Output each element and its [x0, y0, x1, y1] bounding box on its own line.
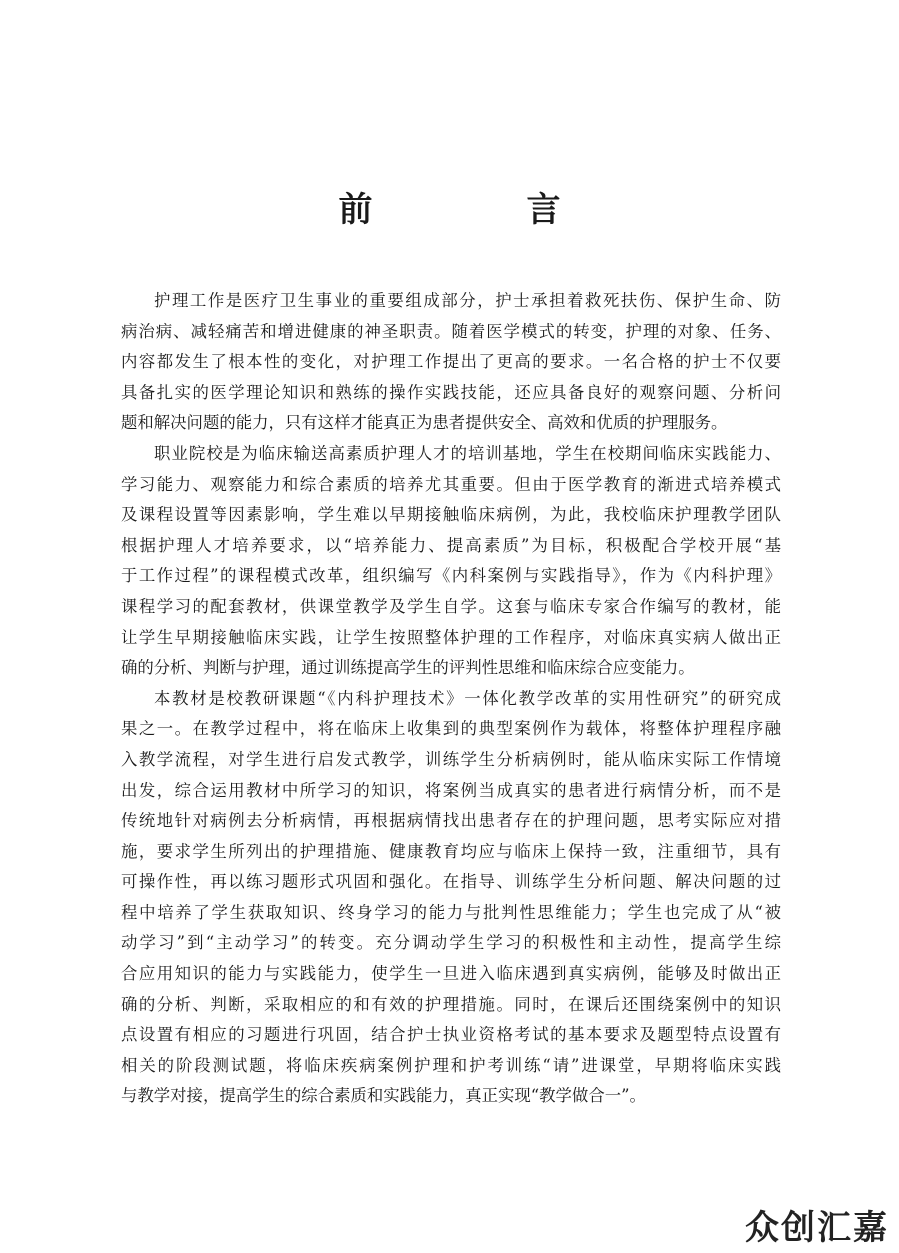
text-line: 确的分析、判断与护理，通过训练提高学生的评判性思维和临床综合应变能力。 [121, 658, 695, 678]
paragraph-3 [121, 684, 781, 1112]
text-line: 根据护理人才培养要求，以“培养能力、提高素质”为目标，积极配合学校开展“基 [121, 535, 781, 555]
text-line: 护理工作是医疗卫生事业的重要组成部分，护士承担着救死扶伤、保护生命、防 [154, 291, 781, 310]
text-line: 出发，综合运用教材中所学习的知识，将案例当成真实的患者进行病情分析，而不是 [121, 780, 781, 800]
text-line: 及课程设置等因素影响，学生难以早期接触临床病例，为此，我校临床护理教学团队 [121, 505, 781, 525]
text-line: 让学生早期接触临床实践，让学生按照整体护理的工作程序，对临床真实病人做出正 [121, 627, 781, 647]
text-line: 点设置有相应的习题进行巩固，结合护士执业资格考试的基本要求及题型特点设置有 [121, 1025, 781, 1045]
text-line: 程中培养了学生获取知识、终身学习的能力与批判性思维能力；学生也完成了从“被 [121, 902, 781, 922]
text-line: 合应用知识的能力与实践能力，使学生一旦进入临床遇到真实病例，能够及时做出正 [121, 964, 781, 984]
text-line: 果之一。在教学过程中，将在临床上收集到的典型案例作为载体，将整体护理程序融 [121, 719, 781, 739]
text-line: 动学习”到“主动学习”的转变。充分调动学生学习的积极性和主动性，提高学生综 [121, 933, 781, 953]
text-line: 内容都发生了根本性的变化，对护理工作提出了更高的要求。一名合格的护士不仅要 [121, 352, 781, 372]
text-line: 具备扎实的医学理论知识和熟练的操作实践技能，还应具备良好的观察问题、分析问 [121, 382, 781, 402]
text-line: 传统地针对病例去分析病情，再根据病情找出患者存在的护理问题，思考实际应对措 [121, 811, 781, 831]
text-line: 学习能力、观察能力和综合素质的培养尤其重要。但由于医学教育的渐进式培养模式 [121, 474, 781, 494]
text-line: 确的分析、判断，采取相应的和有效的护理措施。同时，在课后还围绕案例中的知识 [121, 994, 781, 1014]
text-line: 课程学习的配套教材，供课堂教学及学生自学。这套与临床专家合作编写的教材，能 [121, 596, 781, 616]
text-line: 职业院校是为临床输送高素质护理人才的培训基地，学生在校期间临床实践能力、 [154, 443, 781, 463]
page-title: 前 言 [338, 190, 621, 230]
text-line: 于工作过程”的课程模式改革，组织编写《内科案例与实践指导》，作为《内科护理》 [121, 566, 781, 586]
paragraph-2 [121, 439, 781, 684]
text-line: 题和解决问题的能力，只有这样才能真正为患者提供安全、高效和优质的护理服务。 [121, 413, 728, 433]
text-line: 可操作性，再以练习题形式巩固和强化。在指导、训练学生分析问题、解决问题的过 [121, 872, 781, 892]
text-line: 本教材是校教研课题“《内科护理技术》一体化教学改革的实用性研究”的研究成 [154, 688, 781, 708]
text-line: 与教学对接，提高学生的综合素质和实践能力，真正实现“教学做合一”。 [121, 1086, 646, 1106]
text-line: 病治病、减轻痛苦和增进健康的神圣职责。随着医学模式的转变，护理的对象、任务、 [121, 321, 781, 341]
text-line: 相关的阶段测试题，将临床疾病案例护理和护考训练“请”进课堂，早期将临床实践 [121, 1055, 781, 1075]
text-line: 入教学流程，对学生进行启发式教学，训练学生分析病例时，能从临床实际工作情境 [121, 749, 781, 769]
paragraph-1 [121, 286, 781, 439]
text-line: 施，要求学生所列出的护理措施、健康教育均应与临床上保持一致，注重细节，具有 [121, 841, 781, 861]
watermark-logo: 众创汇嘉 [745, 1208, 889, 1248]
body-text [121, 286, 781, 1112]
